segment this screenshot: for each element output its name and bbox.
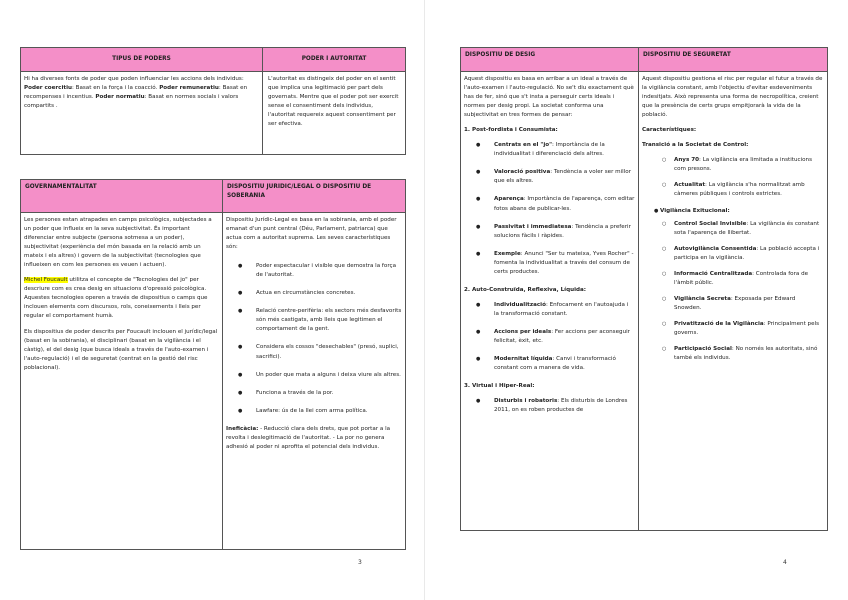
foucault-highlight: Michel Foucault [24, 277, 68, 284]
list-item: ● Individualització: Enfocament en l'autoajuda i la transformació constant. [464, 301, 635, 319]
list-item: ● Aparença: Importància de l'aparença, com editar fotos abans de publicar-les. [464, 195, 635, 213]
list-item: ○ Vigilància Secreta: Exposada per Edward Snowden. [642, 295, 824, 313]
desig-list-1 [464, 141, 635, 277]
governmentality-table [20, 179, 406, 550]
header-dispositiu-juridic: DISPOSITIU JURIDIC/LEGAL O DISPOSITIU DE SOBERANIA [223, 180, 406, 213]
cell-governamentalitat [21, 213, 223, 550]
desig-list-3 [464, 397, 635, 415]
desig-list-2 [464, 301, 635, 373]
cell-tipus-poders: Hi ha diverses fonts de poder que poden influenciar les accions dels individus: Poder coercitiu: Basat en la força i la coacció. Poder remuneratiu: Basat en recompenses i incentius. Poder normatiu: Basat en normes socials i valors compartits . [21, 72, 263, 155]
list-item: ● Poder espectacular i visible que demostra la força de l'autoritat. [226, 262, 402, 280]
list-item: ● Modernitat líquida: Canvi i transformació constant com a manera de vida. [464, 355, 635, 373]
section-title: 2. Auto-Construïda, Reflexiva, Líquida: [464, 286, 587, 293]
list-item: ● Vigilància Exitucional: [642, 207, 824, 216]
list-item: ○ Privatització de la Vigilància: Principalment pels governs. [642, 320, 824, 338]
header-dispositiu-seguretat: DISPOSITIU DE SEGURETAT [639, 48, 828, 72]
list-item: ○ Autovigilància Consentida: La població accepta i participa en la vigilància. [642, 245, 824, 263]
section-title: 3. Virtual i Hiper-Real: [464, 383, 535, 390]
section-title: Característiques: [642, 127, 697, 134]
cell-dispositiu-seguretat: Aquest dispositiu gestiona el risc per regular el futur a través de la vigilància constant, amb l'objectiu d'evitar esdeveniments indesitjats. Això representa una forma de necropolítica, creient que la presència de certs grups empitjorarà la vida de la població. Característiques: Transició a la Societat de Control: ○ Anys 70: La vigilància era limitada a institucions com presons. ○ Actualitat: La vigilància s'ha normalitzat amb càmeres públiques i controls estrictes. ● Vigilància Exitucional: ○ Control Social Invisible: La vigilància és constant sota l'aparença de llibertat. ○ Autovigilància Consentida: La població accepta i participa en la vigilància. ○ Informació Centralitzada: Controlada fora de l'àmbit públic. ○ Vigilància Secreta: Exposada per Edward Snowden. ○ Privatització de la Vigilància: Principalment pels governs. ○ Participació Social: No només les autoritats, sinó també els individus. [639, 72, 828, 531]
list-item: ● Un poder que mata a alguns i deixa viure als altres. [226, 371, 402, 380]
list-item: ○ Anys 70: La vigilància era limitada a institucions com presons. [642, 156, 824, 174]
header-governamentalitat: GOVERNAMENTALITAT [21, 180, 223, 213]
vigilance-list [642, 220, 824, 364]
juridic-characteristics-list [226, 262, 402, 416]
list-item: ● Valoració positiva: Tendència a voler ser millor que els altres. [464, 168, 635, 186]
cell-dispositiu-juridic: Dispositiu Jurídic-Legal es basa en la sobirania, amb el poder emanat d'un punt central (Déu, Parlament, patriarca) que actua com a autoritat suprema. Les seves característiques són: ● Poder espectacular i visible que demostra la força de l'autoritat. ● Actua en circumstàncies concretes. ● Relació centre-perifèria: els sectors més desfavorits són més castigats, amb lleis que legitimen el comportament de la gent. ● Considera els cossos "desechables" (presó, suplici, sacrifici). ● Un poder que mata a alguns i deixa viure als altres. ● Funciona a través de la por. ● Lawfare: ús de la llei com arma política. Ineficàcia: - Reducció clara dels drets, que pot portar a la revolta i deslegitimació de l'autoritat. - La por no genera adhesió al poder ni aprofita el potencial dels individus. [223, 213, 406, 550]
section-title: 1. Post-fordista i Consumista: [464, 127, 558, 134]
cell-dispositiu-desig: Aquest dispositiu es basa en arribar a un ideal a través de l'auto-examen i l'auto-regulació. No se't diu exactament què has de fer, sinó que s't insta a perseguir certs ideals i normes per desig propi. La societat conforma una subjectivitat en tres formes de pensar: 1. Post-fordista i Consumista: ● Centrats en el "jo": Importància de la individualitat i diferenciació dels altres. ● Valoració positiva: Tendència a voler ser millor que els altres. ● Aparença: Importància de l'aparença, com editar fotos abans de publicar-les. ● Passivitat i immediatesa: Tendència a preferir solucions fàcils i ràpides. ● Exemple: Anunci "Ser tu mateixa, Yves Rocher" - fomenta la individualitat a través del consum de certs productes. 2. Auto-Construïda, Reflexiva, Líquida: ● Individualització: Enfocament en l'autoajuda i la transformació constant. ● Accions per ideals: Fer accions per aconseguir felicitat, èxit, etc. ● Modernitat líquida: Canvi i transformació constant com a manera de vida. 3. Virtual i Hiper-Real: ● Disturbis i robatoris: Els disturbis de Londres 2011, on es roben productes de [461, 72, 639, 531]
cell-poder-autoritat: L'autoritat es distingeix del poder en el sentit que implica una legitimació per part dels governats. Mentre que el poder pot ser exercit sense el consentiment dels individus, l'autoritat requereix aquest consentiment per ser efectiva. [263, 72, 406, 155]
list-item: ○ Informació Centralitzada: Controlada fora de l'àmbit públic. [642, 270, 824, 288]
list-item: ● Relació centre-perifèria: els sectors més desfavorits són més castigats, amb lleis que legitimen el comportament de la gent. [226, 307, 402, 334]
gov-paragraph-3: Els dispositius de poder descrits per Foucault inclouen el jurídic/legal (basat en la sobirania), el disciplinari (basat en la vigilància i el càstig), el del desig (que busca ideals a través de l'auto-examen i l'auto-regulació) i el de seguretat (centrat en la gestió del risc poblacional). [24, 328, 218, 371]
gov-paragraph-2: Michel Foucault utilitza el concepte de "Tecnologies del jo" per descriure com es crea desig en situacions d'opressió psicològica. Aquestes tecnologies operen a través de dispositius o camps que inclouen elements com discursos, rols, coneixements i lleis per regular el comportament humà. [24, 277, 208, 320]
list-item: ○ Control Social Invisible: La vigilància és constant sota l'aparença de llibertat. [642, 220, 824, 238]
list-item: ● Considera els cossos "desechables" (presó, suplici, sacrifici). [226, 343, 402, 361]
desig-seguretat-table [460, 47, 828, 531]
list-item: ● Accions per ideals: Fer accions per aconseguir felicitat, èxit, etc. [464, 328, 635, 346]
list-item: ○ Actualitat: La vigilància s'ha normalitzat amb càmeres públiques i controls estrictes. [642, 181, 824, 199]
list-item: ● Centrats en el "jo": Importància de la individualitat i diferenciació dels altres. [464, 141, 635, 159]
section-title: Transició a la Societat de Control: [642, 142, 749, 149]
list-item: ● Lawfare: ús de la llei com arma política. [226, 407, 402, 416]
header-tipus-poders: TIPUS DE PODERS [21, 48, 263, 72]
page-number: 3 [358, 559, 362, 566]
gov-paragraph-1: Les persones estan atrapades en camps psicològics, subjectades a un poder que influeix en la seva subjectivitat. És important diferenciar entre subjecte (persona sotmesa a un poder), subjectivitat (experiència del món basada en la relació amb un mateix i els altres) i govern de la subjectivitat (tecnologies que influeixen en com les persones es veuen i actuen). [24, 217, 212, 269]
page-4 [425, 0, 848, 600]
list-item: ○ Participació Social: No només les autoritats, sinó també els individus. [642, 345, 824, 363]
power-types-table [20, 47, 406, 155]
list-item: ● Passivitat i immediatesa: Tendència a preferir solucions fàcils i ràpides. [464, 223, 635, 241]
page-number: 4 [783, 559, 787, 566]
header-dispositiu-desig: DISPOSITIU DE DESIG [461, 48, 639, 72]
transition-list [642, 156, 824, 199]
list-item: ● Actua en circumstàncies concretes. [226, 289, 402, 298]
vigilance-group [642, 207, 824, 216]
list-item: ● Exemple: Anunci "Ser tu mateixa, Yves Rocher" - fomenta la individualitat a través del consum de certs productes. [464, 250, 635, 277]
list-item: ● Funciona a través de la por. [226, 389, 402, 398]
list-item: ● Disturbis i robatoris: Els disturbis de Londres 2011, on es roben productes de [464, 397, 635, 415]
header-poder-autoritat: PODER I AUTORITAT [263, 48, 406, 72]
ineficacia-paragraph: Ineficàcia: - Reducció clara dels drets, que pot portar a la revolta i deslegitimació de l'autoritat. - La por no genera adhesió al poder ni aprofita el potencial dels individus. [226, 425, 391, 450]
